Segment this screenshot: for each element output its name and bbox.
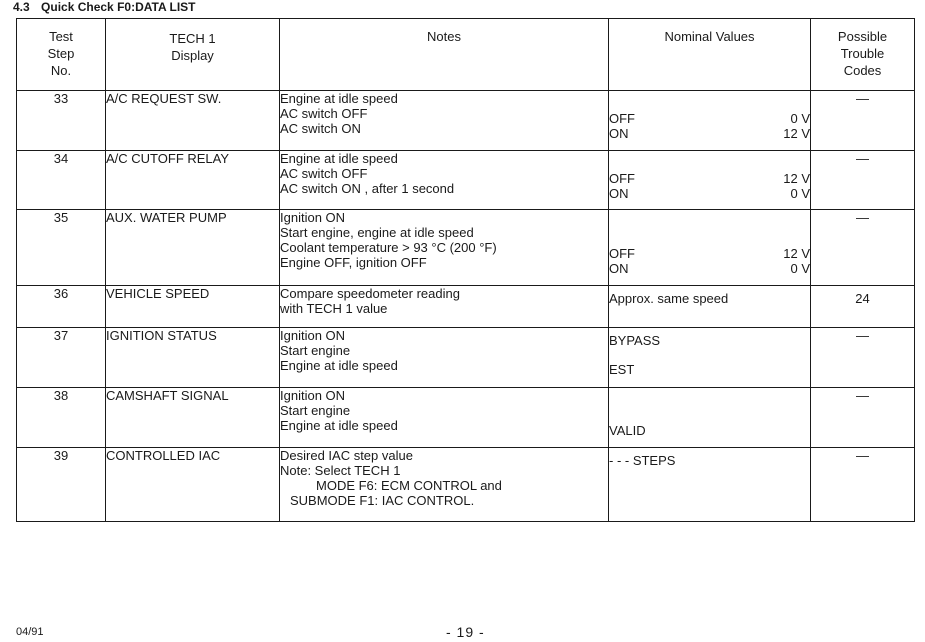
nominal-voltage: 0 V — [790, 186, 810, 201]
header-text: Test — [49, 29, 73, 44]
note-line: Compare speedometer reading — [280, 286, 460, 301]
nominal-cell — [609, 91, 811, 151]
notes-cell — [280, 286, 609, 328]
table-row — [17, 210, 915, 286]
table-row — [17, 91, 915, 151]
note-line: Note: Select TECH 1 — [280, 463, 401, 478]
trouble-code: — — [811, 210, 915, 286]
note-line: AC switch OFF — [280, 106, 368, 121]
trouble-code: — — [811, 388, 915, 448]
header-text: Display — [171, 48, 214, 63]
page-number: - 19 - — [446, 624, 485, 640]
note-line: AC switch ON , after 1 second — [280, 181, 455, 196]
table-row — [17, 388, 915, 448]
nominal-voltage: 12 V — [783, 126, 810, 141]
note-line: Desired IAC step value — [280, 448, 413, 463]
nominal-line — [609, 126, 810, 141]
notes-cell — [280, 210, 609, 286]
header-text: Nominal Values — [664, 29, 755, 44]
step-number: 33 — [17, 91, 106, 151]
note-line: Start engine — [280, 343, 351, 358]
trouble-code: — — [811, 448, 915, 522]
header-notes — [280, 19, 609, 91]
note-line: Start engine — [280, 403, 351, 418]
nominal-line — [609, 171, 810, 186]
header-text: Codes — [843, 63, 882, 78]
table-row — [17, 286, 915, 328]
note-line: Ignition ON — [280, 328, 346, 343]
note-line: Engine at idle speed — [280, 358, 398, 373]
header-test-step — [17, 19, 106, 91]
note-line: Engine at idle speed — [280, 91, 398, 106]
trouble-code: — — [811, 328, 915, 388]
table-row — [17, 448, 915, 522]
nominal-state: ON — [609, 126, 629, 141]
nominal-state: OFF — [609, 246, 635, 261]
note-line: AC switch OFF — [280, 166, 368, 181]
nominal-state: ON — [609, 186, 629, 201]
note-line: Coolant temperature > 93 °C (200 °F) — [280, 240, 497, 255]
step-number: 36 — [17, 286, 106, 328]
step-number: 38 — [17, 388, 106, 448]
section-title: Quick Check F0:DATA LIST — [41, 0, 196, 14]
trouble-code: — — [811, 91, 915, 151]
table-row — [17, 328, 915, 388]
section-heading — [13, 0, 196, 14]
nominal-cell — [609, 388, 811, 448]
step-number: 37 — [17, 328, 106, 388]
note-line: with TECH 1 value — [280, 301, 388, 316]
tech1-display: AUX. WATER PUMP — [106, 210, 280, 286]
header-display — [106, 19, 280, 91]
header-text: TECH 1 — [169, 31, 216, 46]
header-text: Notes — [427, 29, 461, 44]
nominal-line — [609, 261, 810, 276]
notes-cell — [280, 91, 609, 151]
notes-cell — [280, 388, 609, 448]
note-line: Ignition ON — [280, 388, 346, 403]
nominal-value: EST — [609, 362, 635, 377]
note-line: Ignition ON — [280, 210, 346, 225]
nominal-value: BYPASS — [609, 333, 661, 348]
note-line: SUBMODE F1: IAC CONTROL. — [290, 493, 475, 508]
header-text: Possible — [837, 29, 888, 44]
note-line: MODE F6: ECM CONTROL and — [316, 478, 502, 493]
header-trouble-codes — [811, 19, 915, 91]
note-line: Engine OFF, ignition OFF — [280, 255, 427, 270]
table-header-row — [17, 19, 915, 91]
nominal-cell — [609, 151, 811, 210]
nominal-value: VALID — [609, 423, 646, 438]
nominal-line — [609, 111, 810, 126]
tech1-display: A/C CUTOFF RELAY — [106, 151, 280, 210]
nominal-cell — [609, 448, 811, 522]
note-line: Engine at idle speed — [280, 151, 398, 166]
nominal-voltage: 12 V — [783, 171, 810, 186]
nominal-value: - - - STEPS — [609, 453, 676, 468]
nominal-cell — [609, 210, 811, 286]
notes-cell — [280, 151, 609, 210]
step-number: 35 — [17, 210, 106, 286]
notes-cell — [280, 448, 609, 522]
step-number: 39 — [17, 448, 106, 522]
header-text: Step — [47, 46, 75, 61]
note-line: Engine at idle speed — [280, 418, 398, 433]
step-number: 34 — [17, 151, 106, 210]
nominal-state: ON — [609, 261, 629, 276]
nominal-state: OFF — [609, 171, 635, 186]
nominal-cell — [609, 286, 811, 328]
nominal-line — [609, 186, 810, 201]
nominal-state: OFF — [609, 111, 635, 126]
header-nominal-values — [609, 19, 811, 91]
tech1-display: VEHICLE SPEED — [106, 286, 280, 328]
note-line: AC switch ON — [280, 121, 361, 136]
notes-cell — [280, 328, 609, 388]
tech1-display: IGNITION STATUS — [106, 328, 280, 388]
trouble-code: 24 — [811, 286, 915, 328]
note-line: Start engine, engine at idle speed — [280, 225, 474, 240]
nominal-voltage: 12 V — [783, 246, 810, 261]
trouble-code: — — [811, 151, 915, 210]
data-list-table — [16, 18, 915, 522]
footer-date: 04/91 — [16, 626, 44, 638]
tech1-display: CAMSHAFT SIGNAL — [106, 388, 280, 448]
section-number: 4.3 — [13, 0, 30, 14]
tech1-display: CONTROLLED IAC — [106, 448, 280, 522]
header-text: Trouble — [840, 46, 885, 61]
nominal-value: Approx. same speed — [609, 291, 729, 306]
tech1-display: A/C REQUEST SW. — [106, 91, 280, 151]
nominal-voltage: 0 V — [790, 261, 810, 276]
table-row — [17, 151, 915, 210]
nominal-line — [609, 246, 810, 261]
header-text: No. — [50, 63, 72, 78]
nominal-cell — [609, 328, 811, 388]
nominal-voltage: 0 V — [790, 111, 810, 126]
